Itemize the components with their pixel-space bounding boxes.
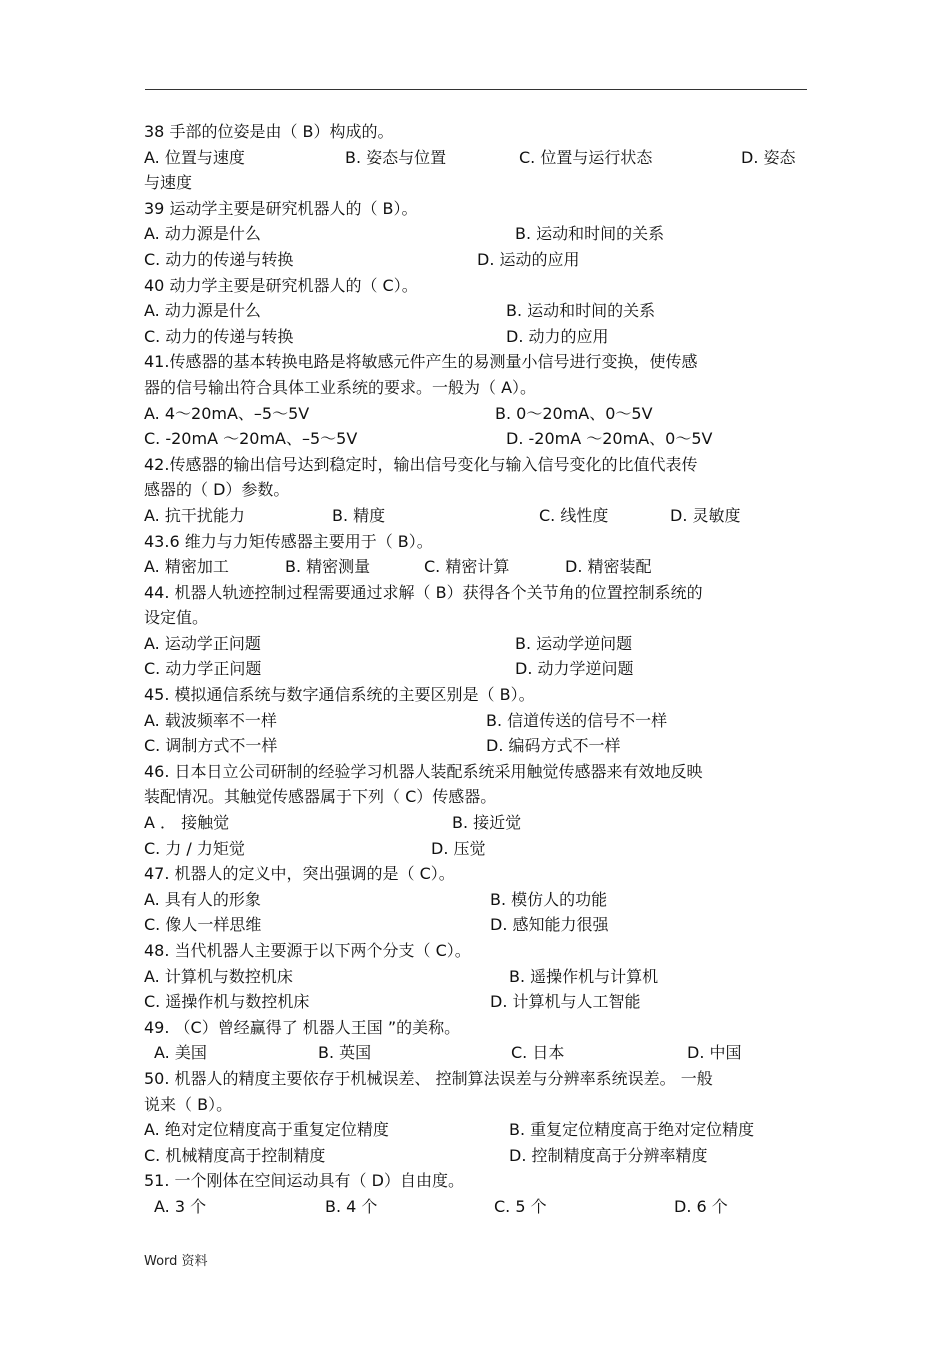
question-42-stem-continued: 感器的（ D）参数。 xyxy=(144,480,290,500)
question-48-stem: 48. 当代机器人主要源于以下两个分支（ C）。 xyxy=(144,941,471,960)
option-d: D. 姿态 xyxy=(741,147,796,167)
option-a: A. 具有人的形象 xyxy=(144,889,261,909)
option-b: B. 姿态与位置 xyxy=(345,147,447,167)
option-a: A. 4～20mA、–5～5V xyxy=(144,403,310,423)
option-c: C. 精密计算 xyxy=(424,557,510,577)
option-a: A. 计算机与数控机床 xyxy=(144,966,293,986)
option-a: A ． 接触觉 xyxy=(144,813,230,833)
option-d: D. 动力学逆问题 xyxy=(515,659,634,679)
option-b: B. 运动和时间的关系 xyxy=(515,224,665,244)
question-38-option-d-continued: 与速度 xyxy=(144,173,193,193)
option-d: D. 动力的应用 xyxy=(506,326,609,346)
question-41-options-row1 xyxy=(144,401,809,427)
question-49-stem: 49. （C）曾经赢得了 机器人王国 ”的美称。 xyxy=(144,1017,461,1037)
question-46-stem-continued: 装配情况。其触觉传感器属于下列（ C）传感器。 xyxy=(144,787,497,807)
option-a: A. 运动学正问题 xyxy=(144,633,261,653)
question-43-stem: 43.6 维力与力矩传感器主要用于（ B）。 xyxy=(144,531,433,551)
question-50-options-row1 xyxy=(144,1117,809,1143)
option-c: C. 线性度 xyxy=(539,505,609,525)
option-d: D. 精密装配 xyxy=(565,557,652,577)
question-48-options-row2 xyxy=(144,989,809,1015)
option-d: D. 灵敏度 xyxy=(670,505,741,525)
question-38-options xyxy=(144,145,809,171)
question-51-options xyxy=(144,1194,809,1220)
question-46-options-row1 xyxy=(144,810,809,836)
question-39-options-row2 xyxy=(144,247,809,273)
question-list xyxy=(144,119,809,1220)
question-50-options-row2 xyxy=(144,1143,809,1169)
option-b: B. 精度 xyxy=(332,505,386,525)
option-c: C. 动力学正问题 xyxy=(144,659,262,679)
question-47-options-row1 xyxy=(144,887,809,913)
option-a: A. 美国 xyxy=(154,1043,207,1063)
option-c: C. 5 个 xyxy=(494,1196,547,1216)
question-47-stem: 47. 机器人的定义中，突出强调的是（ C）。 xyxy=(144,864,455,884)
option-d: D. 控制精度高于分辨率精度 xyxy=(509,1145,708,1165)
option-c: C. -20mA ～20mA、–5～5V xyxy=(144,429,358,449)
question-48-options-row1 xyxy=(144,964,809,990)
page-footer: Word 资料 xyxy=(144,1254,208,1269)
option-a: A. 抗干扰能力 xyxy=(144,505,245,525)
question-42-stem: 42.传感器的输出信号达到稳定时，输出信号变化与输入信号变化的比值代表传 xyxy=(144,454,698,474)
question-41-options-row2 xyxy=(144,426,809,452)
option-d: D. 中国 xyxy=(687,1043,742,1063)
question-50-stem-continued: 说来（ B）。 xyxy=(144,1094,233,1114)
option-b: B. 遥操作机与计算机 xyxy=(509,966,659,986)
question-43-options xyxy=(144,554,809,580)
question-47-options-row2 xyxy=(144,912,809,938)
option-a: A. 绝对定位精度高于重复定位精度 xyxy=(144,1120,389,1140)
question-49-options xyxy=(144,1040,809,1066)
option-c: C. 力 / 力矩觉 xyxy=(144,838,245,858)
question-51-stem: 51. 一个刚体在空间运动具有（ D）自由度。 xyxy=(144,1171,464,1191)
option-c: C. 动力的传递与转换 xyxy=(144,249,294,269)
option-b: B. 精密测量 xyxy=(285,557,371,577)
option-b: B. 英国 xyxy=(318,1043,372,1063)
option-c: C. 机械精度高于控制精度 xyxy=(144,1145,326,1165)
option-c: C. 动力的传递与转换 xyxy=(144,326,294,346)
option-c: C. 调制方式不一样 xyxy=(144,736,278,756)
option-c: C. 像人一样思维 xyxy=(144,915,262,935)
option-a: A. 位置与速度 xyxy=(144,147,245,167)
option-d: D. 感知能力很强 xyxy=(490,915,609,935)
question-41-stem: 41.传感器的基本转换电路是将敏感元件产生的易测量小信号进行变换，使传感 xyxy=(144,352,698,372)
option-a: A. 载波频率不一样 xyxy=(144,710,277,730)
option-d: D. -20mA ～20mA、0～5V xyxy=(506,429,713,449)
option-b: B. 运动和时间的关系 xyxy=(506,301,656,321)
question-46-options-row2 xyxy=(144,836,809,862)
option-c: C. 位置与运行状态 xyxy=(519,147,653,167)
question-44-options-row1 xyxy=(144,631,809,657)
question-44-options-row2 xyxy=(144,656,809,682)
option-c: C. 遥操作机与数控机床 xyxy=(144,992,310,1012)
option-d: D. 压觉 xyxy=(431,838,486,858)
option-c: C. 日本 xyxy=(511,1043,565,1063)
question-42-options xyxy=(144,503,809,529)
question-50-stem: 50. 机器人的精度主要依存于机械误差、 控制算法误差与分辨率系统误差。 一般 xyxy=(144,1068,713,1088)
question-40-options-row2 xyxy=(144,324,809,350)
question-40-stem: 40 动力学主要是研究机器人的（ C）。 xyxy=(144,275,418,295)
question-40-options-row1 xyxy=(144,298,809,324)
question-39-options-row1 xyxy=(144,221,809,247)
option-d: D. 运动的应用 xyxy=(477,249,580,269)
option-a: A. 精密加工 xyxy=(144,557,229,577)
option-a: A. 动力源是什么 xyxy=(144,301,261,321)
option-b: B. 接近觉 xyxy=(452,813,522,833)
option-b: B. 运动学逆问题 xyxy=(515,633,633,653)
question-44-stem: 44. 机器人轨迹控制过程需要通过求解（ B）获得各个关节角的位置控制系统的 xyxy=(144,582,703,602)
option-b: B. 0～20mA、0～5V xyxy=(495,403,653,423)
question-44-stem-continued: 设定值。 xyxy=(144,608,209,628)
option-a: A. 动力源是什么 xyxy=(144,224,261,244)
question-45-stem: 45. 模拟通信系统与数字通信系统的主要区别是（ B）。 xyxy=(144,685,535,705)
option-a: A. 3 个 xyxy=(154,1196,207,1216)
option-b: B. 4 个 xyxy=(325,1196,378,1216)
question-45-options-row2 xyxy=(144,733,809,759)
question-46-stem: 46. 日本日立公司研制的经验学习机器人装配系统采用触觉传感器来有效地反映 xyxy=(144,761,703,781)
option-d: D. 6 个 xyxy=(674,1196,728,1216)
header-rule xyxy=(145,89,807,90)
question-39-stem: 39 运动学主要是研究机器人的（ B）。 xyxy=(144,198,418,218)
option-b: B. 模仿人的功能 xyxy=(490,889,608,909)
option-b: B. 重复定位精度高于绝对定位精度 xyxy=(509,1120,755,1140)
option-d: D. 编码方式不一样 xyxy=(486,736,621,756)
question-45-options-row1 xyxy=(144,708,809,734)
question-38-stem: 38 手部的位姿是由（ B）构成的。 xyxy=(144,122,394,141)
question-41-stem-continued: 器的信号输出符合具体工业系统的要求。一般为（ A）。 xyxy=(144,377,537,397)
option-b: B. 信道传送的信号不一样 xyxy=(486,710,668,730)
option-d: D. 计算机与人工智能 xyxy=(490,992,641,1012)
